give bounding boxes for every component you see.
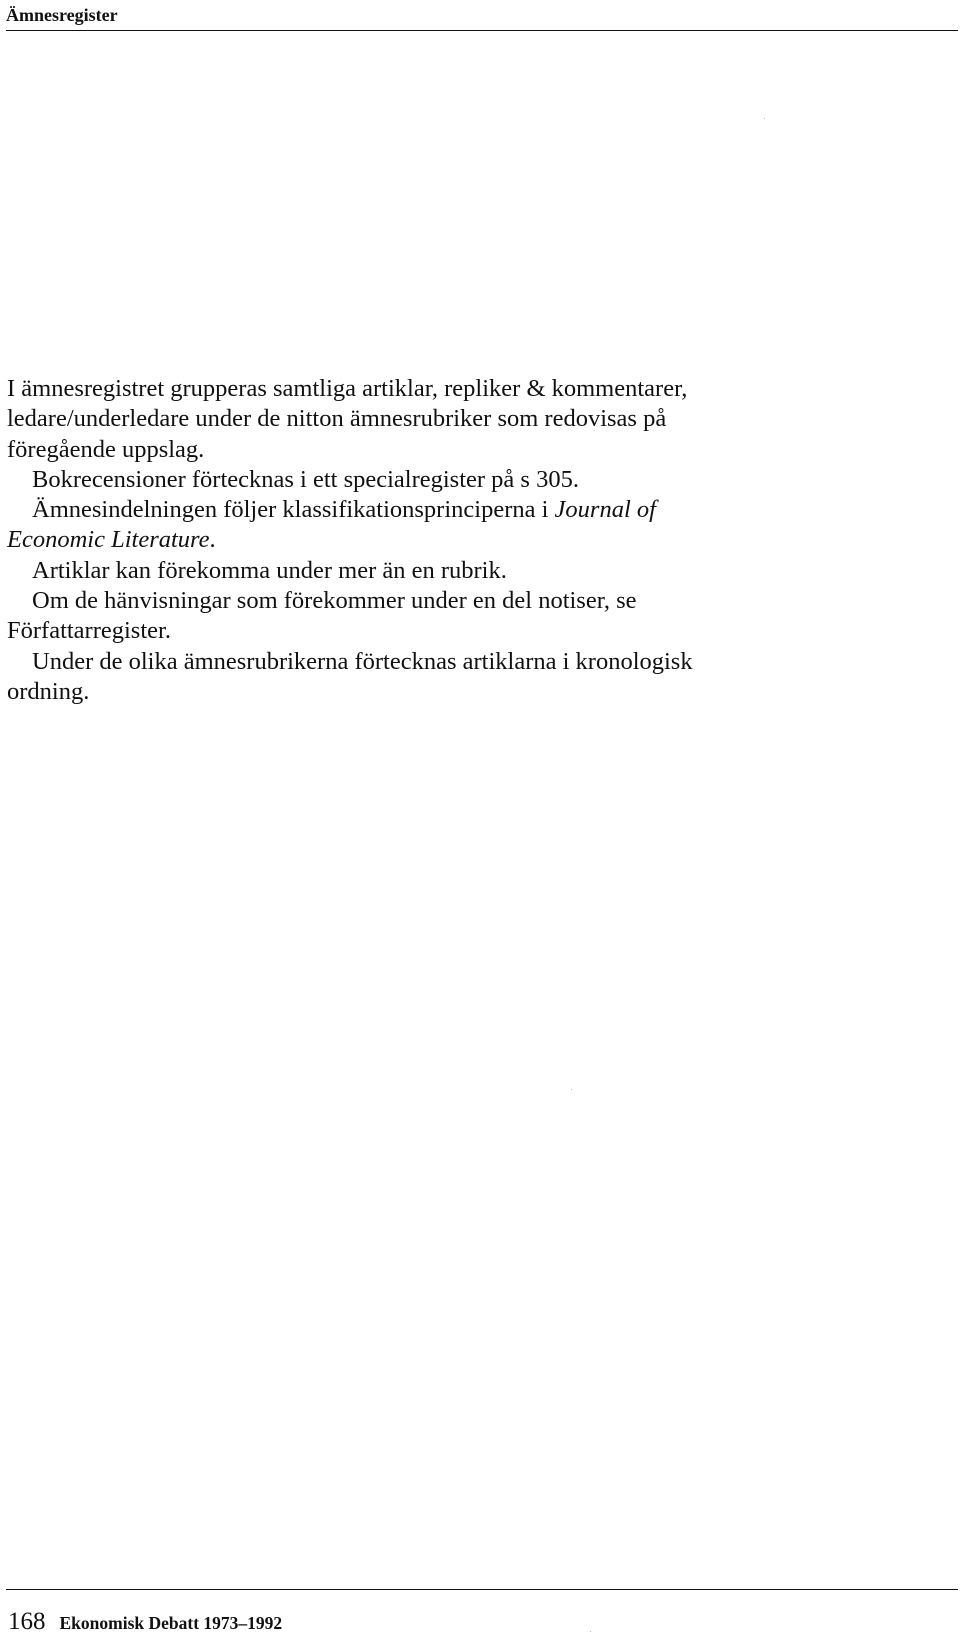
scan-speck: [590, 1631, 591, 1632]
header-rule: [6, 30, 958, 31]
page-footer: [8, 1609, 282, 1638]
running-head: Ämnesregister: [6, 5, 118, 25]
intro-paragraph: [7, 495, 707, 556]
journal-title: Ekonomisk Debatt 1973–1992: [59, 1613, 283, 1633]
intro-paragraph: Om de hänvisningar som förekommer under en del notiser, se Författarregister.: [7, 587, 637, 645]
intro-paragraph: Artiklar kan förekomma under mer än en rubrik.: [32, 556, 507, 584]
scan-speck: [764, 118, 765, 119]
journal-reference: Journal of Economic Literature: [7, 496, 656, 554]
intro-paragraph-text: Ämnesindelningen följer klassifikationsprinciperna i: [32, 496, 555, 524]
scan-speck: [571, 1089, 572, 1090]
footer-rule: [6, 1589, 958, 1590]
intro-paragraph: Under de olika ämnesrubrikerna förtecknas artiklarna i kronologisk ordning.: [7, 647, 693, 705]
intro-paragraph-text: .: [209, 526, 216, 554]
intro-paragraph: Bokrecensioner förtecknas i ett specialregister på s 305.: [32, 465, 579, 493]
page-number: 168: [8, 1608, 46, 1635]
intro-paragraph: I ämnesregistret grupperas samtliga artiklar, repliker & kommentarer, ledare/underledare under de nitton ämnesrubriker som redovisas på föregående uppslag.: [7, 375, 688, 463]
intro-text: [7, 374, 707, 707]
